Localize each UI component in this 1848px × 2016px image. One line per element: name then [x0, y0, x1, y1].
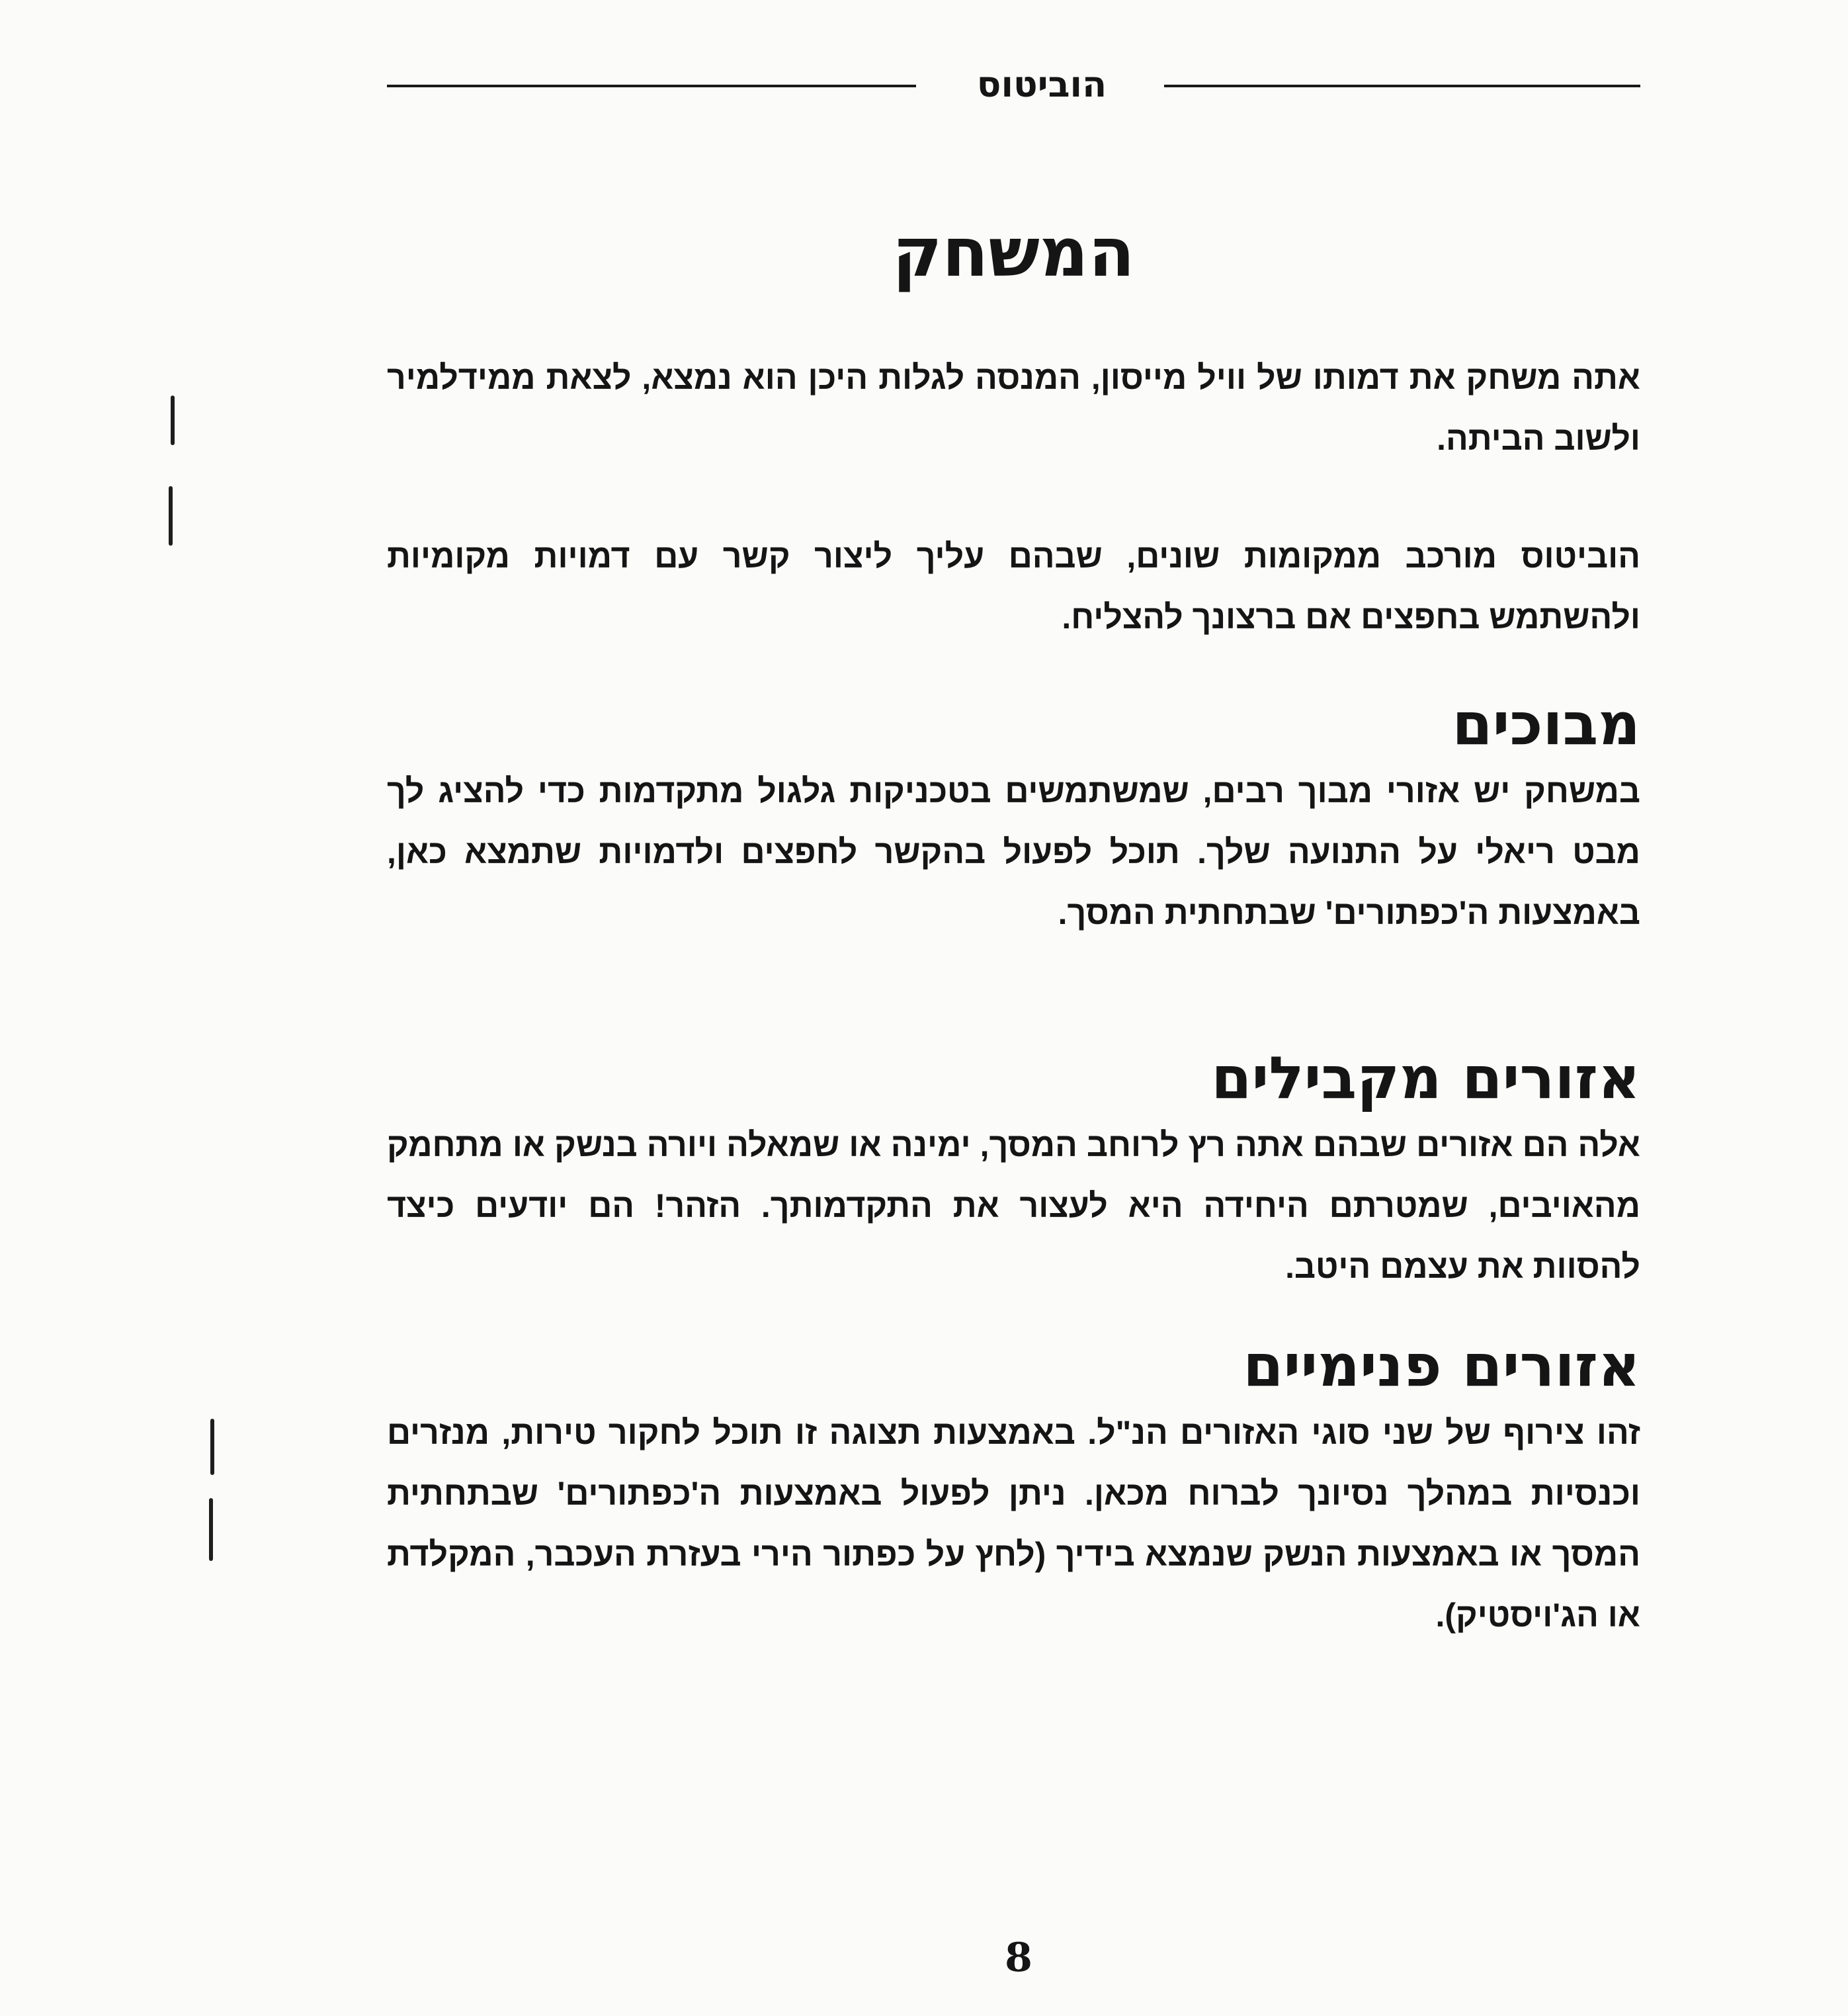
binding-staple-mark: [171, 396, 175, 445]
running-header-title: הוביטוס: [976, 63, 1107, 105]
section-heading-parallel-areas: אזורים מקבילים: [1211, 1044, 1640, 1112]
binding-staple-mark: [209, 1498, 213, 1561]
section-body-mazes: במשחק יש אזורי מבוך רבים, שמשתמשים בטכניקות גלגול מתקדמות כדי להציג לך מבט ריאלי על התנועה שלך. תוכל לפעול בהקשר לחפצים ולדמויות שתמצא כאן, באמצעות ה'כפתורים' שבתחתית המסך.: [387, 773, 1640, 931]
running-header: [387, 58, 1640, 111]
page-number: 8: [1005, 1935, 1032, 1981]
page-title: המשחק: [892, 214, 1135, 292]
header-rule-right: [1164, 85, 1640, 87]
intro-paragraph-2: הוביטוס מורכב ממקומות שונים, שבהם עליך ליצור קשר עם דמויות מקומיות ולהשתמש בחפצים אם ברצונך להצליח.: [387, 538, 1640, 636]
header-rule-left: [387, 85, 916, 87]
section-heading-interior-areas: אזורים פנימיים: [1243, 1331, 1640, 1400]
intro-paragraph-1: אתה משחק את דמותו של וויל מייסון, המנסה לגלות היכן הוא נמצא, לצאת ממידלמיר ולשוב הביתה.: [387, 359, 1640, 457]
section-heading-mazes: מבוכים: [1452, 690, 1640, 758]
binding-staple-mark: [169, 486, 173, 546]
binding-staple-mark: [210, 1419, 214, 1475]
section-body-parallel-areas: אלה הם אזורים שבהם אתה רץ לרוחב המסך, ימינה או שמאלה ויורה בנשק או מתחמק מהאויבים, שמטרתם היחידה היא לעצור את התקדמותך. הזהר! הם יודעים כיצד להסוות את עצמם היטב.: [387, 1126, 1640, 1285]
section-body-interior-areas: זהו צירוף של שני סוגי האזורים הנ"ל. באמצעות תצוגה זו תוכל לחקור טירות, מנזרים וכנסיות במהלך נסיונך לברוח מכאן. ניתן לפעול באמצעות ה'כפתורים' שבתחתית המסך או באמצעות הנשק שנמצא בידיך (לחץ על כפתור הירי בעזרת העכבר, המקלדת או הג'ויסטיק).: [387, 1414, 1640, 1634]
